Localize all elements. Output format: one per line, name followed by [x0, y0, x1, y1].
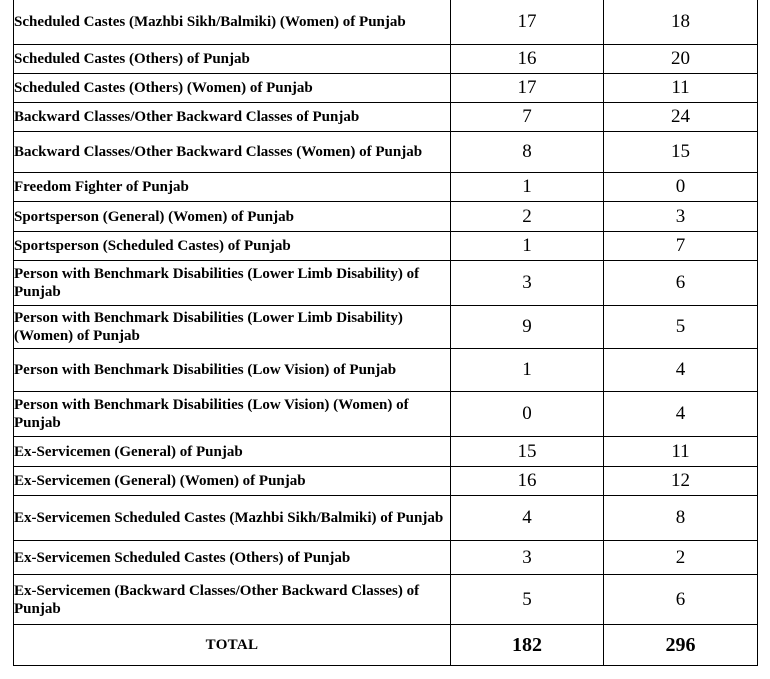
table-row [14, 74, 758, 103]
category-cell: Backward Classes/Other Backward Classes (Women) of Punjab [14, 132, 451, 173]
count-cell: 11 [604, 74, 758, 103]
table-row [14, 202, 758, 232]
count-cell: 6 [604, 261, 758, 306]
count-cell: 5 [604, 306, 758, 349]
table-row [14, 232, 758, 261]
category-cell: Scheduled Castes (Others) (Women) of Punjab [14, 74, 451, 103]
count-cell: 6 [604, 575, 758, 625]
table-row [14, 392, 758, 437]
count-cell: 8 [451, 132, 604, 173]
table-row [14, 132, 758, 173]
total-value: 182 [451, 625, 604, 666]
count-cell: 7 [604, 232, 758, 261]
category-cell: Ex-Servicemen Scheduled Castes (Others) of Punjab [14, 541, 451, 575]
category-cell: Sportsperson (Scheduled Castes) of Punjab [14, 232, 451, 261]
table-row [14, 575, 758, 625]
category-cell: Ex-Servicemen (Backward Classes/Other Backward Classes) of Punjab [14, 575, 451, 625]
count-cell: 20 [604, 45, 758, 74]
table-row [14, 0, 758, 45]
count-cell: 8 [604, 496, 758, 541]
table-row [14, 349, 758, 392]
category-cell: Ex-Servicemen Scheduled Castes (Mazhbi Sikh/Balmiki) of Punjab [14, 496, 451, 541]
count-cell: 18 [604, 0, 758, 45]
count-cell: 5 [451, 575, 604, 625]
count-cell: 4 [604, 349, 758, 392]
table-row [14, 467, 758, 496]
category-cell: Sportsperson (General) (Women) of Punjab [14, 202, 451, 232]
count-cell: 1 [451, 349, 604, 392]
category-cell: Person with Benchmark Disabilities (Lower Limb Disability) of Punjab [14, 261, 451, 306]
total-label: TOTAL [14, 625, 451, 666]
count-cell: 0 [604, 173, 758, 202]
category-cell: Freedom Fighter of Punjab [14, 173, 451, 202]
table-row [14, 306, 758, 349]
table-row [14, 261, 758, 306]
count-cell: 1 [451, 232, 604, 261]
table-row [14, 541, 758, 575]
category-cell: Ex-Servicemen (General) (Women) of Punjab [14, 467, 451, 496]
total-value: 296 [604, 625, 758, 666]
total-row [14, 625, 758, 666]
count-cell: 2 [451, 202, 604, 232]
table-row [14, 103, 758, 132]
count-cell: 3 [604, 202, 758, 232]
count-cell: 4 [451, 496, 604, 541]
category-cell: Ex-Servicemen (General) of Punjab [14, 437, 451, 467]
category-cell: Scheduled Castes (Others) of Punjab [14, 45, 451, 74]
count-cell: 1 [451, 173, 604, 202]
category-cell: Person with Benchmark Disabilities (Low Vision) (Women) of Punjab [14, 392, 451, 437]
count-cell: 12 [604, 467, 758, 496]
count-cell: 9 [451, 306, 604, 349]
count-cell: 11 [604, 437, 758, 467]
count-cell: 0 [451, 392, 604, 437]
count-cell: 7 [451, 103, 604, 132]
count-cell: 24 [604, 103, 758, 132]
posts-table [13, 0, 758, 666]
count-cell: 16 [451, 467, 604, 496]
count-cell: 17 [451, 0, 604, 45]
category-cell: Backward Classes/Other Backward Classes of Punjab [14, 103, 451, 132]
count-cell: 3 [451, 261, 604, 306]
category-cell: Person with Benchmark Disabilities (Lower Limb Disability) (Women) of Punjab [14, 306, 451, 349]
table-row [14, 496, 758, 541]
count-cell: 17 [451, 74, 604, 103]
count-cell: 3 [451, 541, 604, 575]
category-cell: Person with Benchmark Disabilities (Low Vision) of Punjab [14, 349, 451, 392]
table-body [14, 0, 758, 666]
table-row [14, 437, 758, 467]
count-cell: 16 [451, 45, 604, 74]
count-cell: 15 [451, 437, 604, 467]
count-cell: 4 [604, 392, 758, 437]
count-cell: 15 [604, 132, 758, 173]
category-cell: Scheduled Castes (Mazhbi Sikh/Balmiki) (Women) of Punjab [14, 0, 451, 45]
table-row [14, 45, 758, 74]
count-cell: 2 [604, 541, 758, 575]
table-row [14, 173, 758, 202]
